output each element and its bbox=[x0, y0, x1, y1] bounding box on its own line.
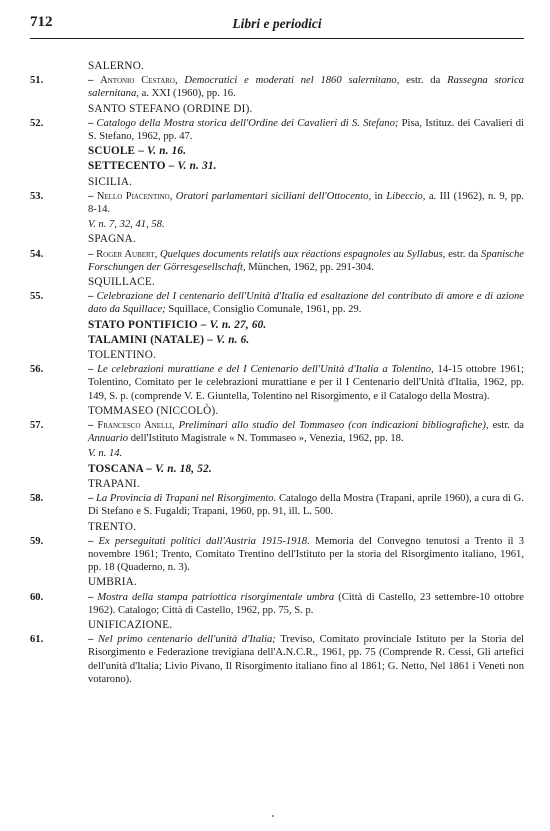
section-heading-text: SCUOLE bbox=[88, 145, 136, 158]
section-heading bbox=[30, 576, 524, 589]
bibliography-entry bbox=[30, 492, 524, 518]
entry-title: Democratici e moderati nel 1860 salernitano, bbox=[184, 75, 400, 87]
entry-title: Le celebrazioni murattiane e del I Centenario dell'Unità d'Italia a Tolentino, bbox=[97, 364, 434, 376]
entry-connector: estr. da bbox=[406, 75, 441, 87]
bibliography-entry bbox=[30, 117, 524, 143]
scan-speck bbox=[272, 815, 274, 817]
entry-details: München, 1962, pp. 291-304. bbox=[248, 261, 374, 273]
bibliography-entry bbox=[30, 591, 524, 617]
section-heading-text: UNIFICAZIONE. bbox=[88, 618, 173, 631]
entry-details: Pisa, Istituz. dei Cavalieri di S. Stefano, 1962, pp. 47. bbox=[88, 117, 524, 143]
entry-title: La Provincia di Trapani nel Risorgimento. bbox=[96, 493, 277, 505]
entry-dash: – bbox=[88, 634, 98, 646]
section-heading-text: SALERNO. bbox=[88, 60, 144, 72]
entry-number: 58. bbox=[30, 493, 44, 505]
entry-number: 54. bbox=[30, 248, 44, 260]
entry-author: Roger Aubert, bbox=[96, 248, 158, 260]
section-heading-text: SANTO STEFANO (ORDINE DI). bbox=[88, 102, 253, 115]
entry-journal: Libeccio, bbox=[386, 190, 426, 202]
section-heading: SETTECENTO – V. n. 31. bbox=[88, 160, 217, 173]
section-heading-text: TOLENTINO. bbox=[88, 349, 156, 362]
entry-number: 55. bbox=[30, 291, 44, 303]
section-heading bbox=[30, 349, 524, 362]
entry-title: Catalogo della Mostra storica dell'Ordine dei Cavalieri di S. Stefano; bbox=[96, 117, 399, 129]
bibliography-entry bbox=[30, 74, 524, 100]
cross-reference: V. n. 14. bbox=[88, 448, 123, 460]
section-heading: TOSCANA – V. n. 18, 52. bbox=[88, 462, 212, 475]
entry-author: Francesco Anelli, bbox=[97, 420, 175, 432]
entry-number: 53. bbox=[30, 190, 44, 202]
section-heading bbox=[30, 276, 524, 289]
page-number: 712 bbox=[30, 14, 53, 30]
section-heading bbox=[30, 233, 524, 246]
section-heading bbox=[30, 103, 524, 116]
cross-reference: V. n. 16. bbox=[147, 145, 187, 158]
section-heading-text: TOSCANA bbox=[88, 462, 144, 475]
entry-number: 52. bbox=[30, 117, 44, 129]
entry-connector: estr. da bbox=[448, 248, 479, 260]
entry-number: 61. bbox=[30, 634, 44, 646]
entry-dash: – bbox=[88, 248, 97, 260]
cross-reference: V. n. 7, 32, 41, 58. bbox=[88, 219, 165, 231]
entry-number: 51. bbox=[30, 75, 44, 87]
entry-details: Catalogo della Mostra (Trapani, aprile 1960), a cura di G. Di Stefano e S. Fugaldi; Trapani, 1960, pp. 91, ill. L. 500. bbox=[88, 493, 524, 518]
section-heading bbox=[30, 478, 524, 491]
entry-dash: – bbox=[88, 117, 97, 129]
section-heading bbox=[30, 176, 524, 189]
entry-number: 60. bbox=[30, 591, 44, 603]
entry-title: Nel primo centenario dell'unità d'Italia; bbox=[97, 634, 276, 646]
section-heading-text: STATO PONTIFICIO bbox=[88, 318, 198, 331]
section-heading bbox=[30, 405, 524, 418]
entry-dash: – bbox=[88, 291, 97, 303]
entry-dash: – bbox=[88, 364, 98, 376]
entry-details: (Città di Castello, 23 settembre-10 ottobre 1962). Catalogo; Città di Castello, 1962, pp. 75, S. p. bbox=[88, 591, 524, 616]
entry-dash: – bbox=[88, 420, 98, 432]
section-heading-text: TOMMASEO (NICCOLÒ). bbox=[88, 404, 219, 417]
cross-reference: V. n. 18, 52. bbox=[155, 462, 212, 475]
entry-details: a. XXI (1960), pp. 16. bbox=[141, 88, 236, 100]
section-heading-text: SQUILLACE. bbox=[88, 276, 155, 289]
entry-number: 57. bbox=[30, 420, 44, 432]
entry-author: Antonio Cestaro, bbox=[100, 75, 178, 87]
bibliography-list bbox=[30, 58, 524, 688]
entry-details: 14-15 ottobre 1961; Tolentino, Comitato per le celebrazioni murattiane e per il I Centenario dell'Unità d'Italia, 1962, pp. 149, S. p. (comprende V. E. Giuntella, Tolentino nel Risorgimento, e il Catalogo della Mostra). bbox=[88, 364, 524, 402]
entry-dash: – bbox=[88, 591, 98, 603]
entry-connector: in bbox=[374, 190, 383, 202]
section-heading-text: SICILIA. bbox=[88, 175, 133, 188]
entry-title: Preliminari allo studio del Tommaseo (con indicazioni bibliografiche), bbox=[178, 420, 489, 432]
entry-dash: – bbox=[88, 493, 97, 505]
section-heading-text: UMBRIA. bbox=[88, 576, 137, 589]
entry-dash: – bbox=[88, 535, 99, 547]
section-heading: TALAMINI (NATALE) – V. n. 6. bbox=[88, 333, 250, 346]
running-title: Libri e periodici bbox=[232, 16, 322, 31]
bibliography-entry bbox=[30, 363, 524, 403]
bibliography-entry bbox=[30, 290, 524, 316]
cross-reference: V. n. 6. bbox=[216, 333, 250, 346]
section-heading bbox=[30, 521, 524, 534]
section-heading-text: TRENTO. bbox=[88, 520, 137, 533]
section-heading: SCUOLE – V. n. 16. bbox=[88, 145, 187, 158]
entry-details: Squillace, Consiglio Comunale, 1961, pp. 29. bbox=[168, 304, 362, 316]
entry-title: Quelques documents relatifs aux réactions espagnoles au Syllabus, bbox=[160, 248, 446, 260]
entry-dash: – bbox=[88, 75, 101, 87]
bibliography-entry bbox=[30, 190, 524, 216]
cross-reference: V. n. 27, 60. bbox=[209, 318, 267, 331]
entry-details: a. III (1962), n. 9, pp. 8-14. bbox=[88, 190, 524, 216]
section-heading-text: SPAGNA. bbox=[88, 233, 136, 246]
bibliography-entry bbox=[30, 248, 524, 274]
section-heading bbox=[30, 60, 524, 73]
section-heading: STATO PONTIFICIO – V. n. 27, 60. bbox=[88, 318, 267, 331]
section-heading-text: SETTECENTO bbox=[88, 160, 166, 173]
bibliography-entry bbox=[30, 419, 524, 445]
entry-title: Oratori parlamentari siciliani dell'Ottocento, bbox=[175, 190, 372, 202]
entry-author: Nello Piacentino, bbox=[96, 190, 173, 202]
bibliography-entry bbox=[30, 633, 524, 686]
entry-number: 56. bbox=[30, 364, 44, 376]
entry-details: Treviso, Comitato provinciale Istituto per la Storia del Risorgimento e Federazione trevigiana dell'A.N.C.R., 1961, pp. 75 (Comprende R. Cessi, Gli artefici dell'unità d'Italia; Livio Pivano, Il Risorgimento italiano fino al 1861; G. Netto, Nel 1861 i Veneti non votarono). bbox=[88, 634, 524, 685]
section-heading-text: TALAMINI (NATALE) bbox=[88, 333, 205, 346]
entry-journal: Spanische Forschungen der Görresgesellschaft, bbox=[88, 248, 524, 273]
section-heading-text: TRAPANI. bbox=[88, 477, 140, 490]
bibliography-entry bbox=[30, 535, 524, 575]
entry-connector: estr. da bbox=[492, 420, 524, 432]
entry-number: 59. bbox=[30, 535, 44, 547]
entry-details: Memoria del Convegno tenutosi a Trento il 3 novembre 1961; Trento, Comitato Trentino dell'Istituto per la storia del Risorgimento italiano, 1961, pp. 18 (Quaderno, n. 3). bbox=[88, 535, 524, 574]
entry-title: Ex perseguitati politici dall'Austria 1915-1918. bbox=[98, 535, 310, 547]
entry-journal: Rassegna storica salernitana, bbox=[88, 75, 524, 100]
entry-details: dell'Istituto Magistrale « N. Tommaseo », Venezia, 1962, pp. 18. bbox=[130, 433, 404, 445]
entry-title: Celebrazione del I centenario dell'Unità d'Italia ed esaltazione del contributo di amore e di azione dato da Squillace; bbox=[88, 291, 524, 316]
entry-journal: Annuario bbox=[88, 433, 129, 445]
page-header bbox=[30, 14, 524, 39]
entry-dash: – bbox=[88, 190, 97, 202]
entry-title: Mostra della stampa patriottica risorgimentale umbra bbox=[97, 591, 335, 603]
cross-reference: V. n. 31. bbox=[177, 160, 217, 173]
section-heading bbox=[30, 619, 524, 632]
